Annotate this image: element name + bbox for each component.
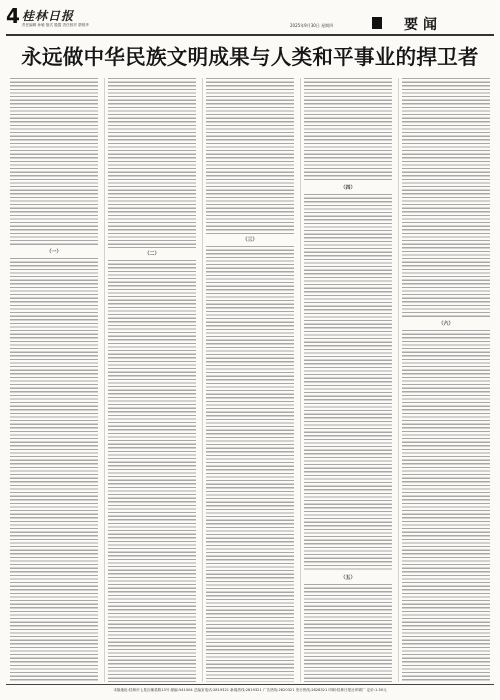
- text-block: [10, 258, 98, 682]
- text-block: [304, 194, 392, 572]
- article-column-1: [10, 78, 98, 682]
- section-heading: （一）: [46, 249, 62, 255]
- text-block: [206, 246, 294, 682]
- text-block: [108, 260, 196, 682]
- section-heading: （四）: [340, 185, 356, 191]
- article-column-5: [402, 78, 490, 682]
- section-heading: （二）: [144, 251, 160, 257]
- text-block: [10, 78, 98, 246]
- section-heading: （三）: [242, 237, 258, 243]
- text-block: [304, 584, 392, 682]
- article-column-3: [206, 78, 294, 682]
- text-block: [304, 78, 392, 182]
- text-block: [402, 330, 490, 682]
- issue-date: 2025年9月30日 星期四: [290, 23, 334, 28]
- section-heading: （六）: [438, 321, 454, 327]
- newspaper-name: 桂林日报: [22, 9, 75, 23]
- section-marker-icon: [372, 17, 382, 29]
- page-headline: 永远做中华民族文明成果与人类和平事业的捍卫者: [21, 45, 479, 69]
- section-title: 要闻: [404, 17, 442, 33]
- footer-rule: [6, 684, 494, 685]
- editors-line: 责任编辑 孙敏 版式 殷霞 责任校对 蒙明华: [22, 23, 89, 27]
- text-block: [402, 78, 490, 318]
- article-column-2: [108, 78, 196, 682]
- text-block: [108, 78, 196, 248]
- top-rule: [6, 34, 494, 36]
- section-heading: （五）: [340, 575, 356, 581]
- masthead: [6, 6, 494, 36]
- text-block: [206, 78, 294, 234]
- article-column-4: [304, 78, 392, 682]
- page-footer: 本版地址:桂林市七星区辅星路13号 邮编:541004 总编室电话:2819321 新闻热线:2819321 广告热线:2820321 发行热线:2828321 印刷:桂林日报社印刷厂 定价:1.50元: [113, 688, 387, 692]
- page-number: 4: [6, 4, 20, 28]
- article-body: [10, 78, 490, 682]
